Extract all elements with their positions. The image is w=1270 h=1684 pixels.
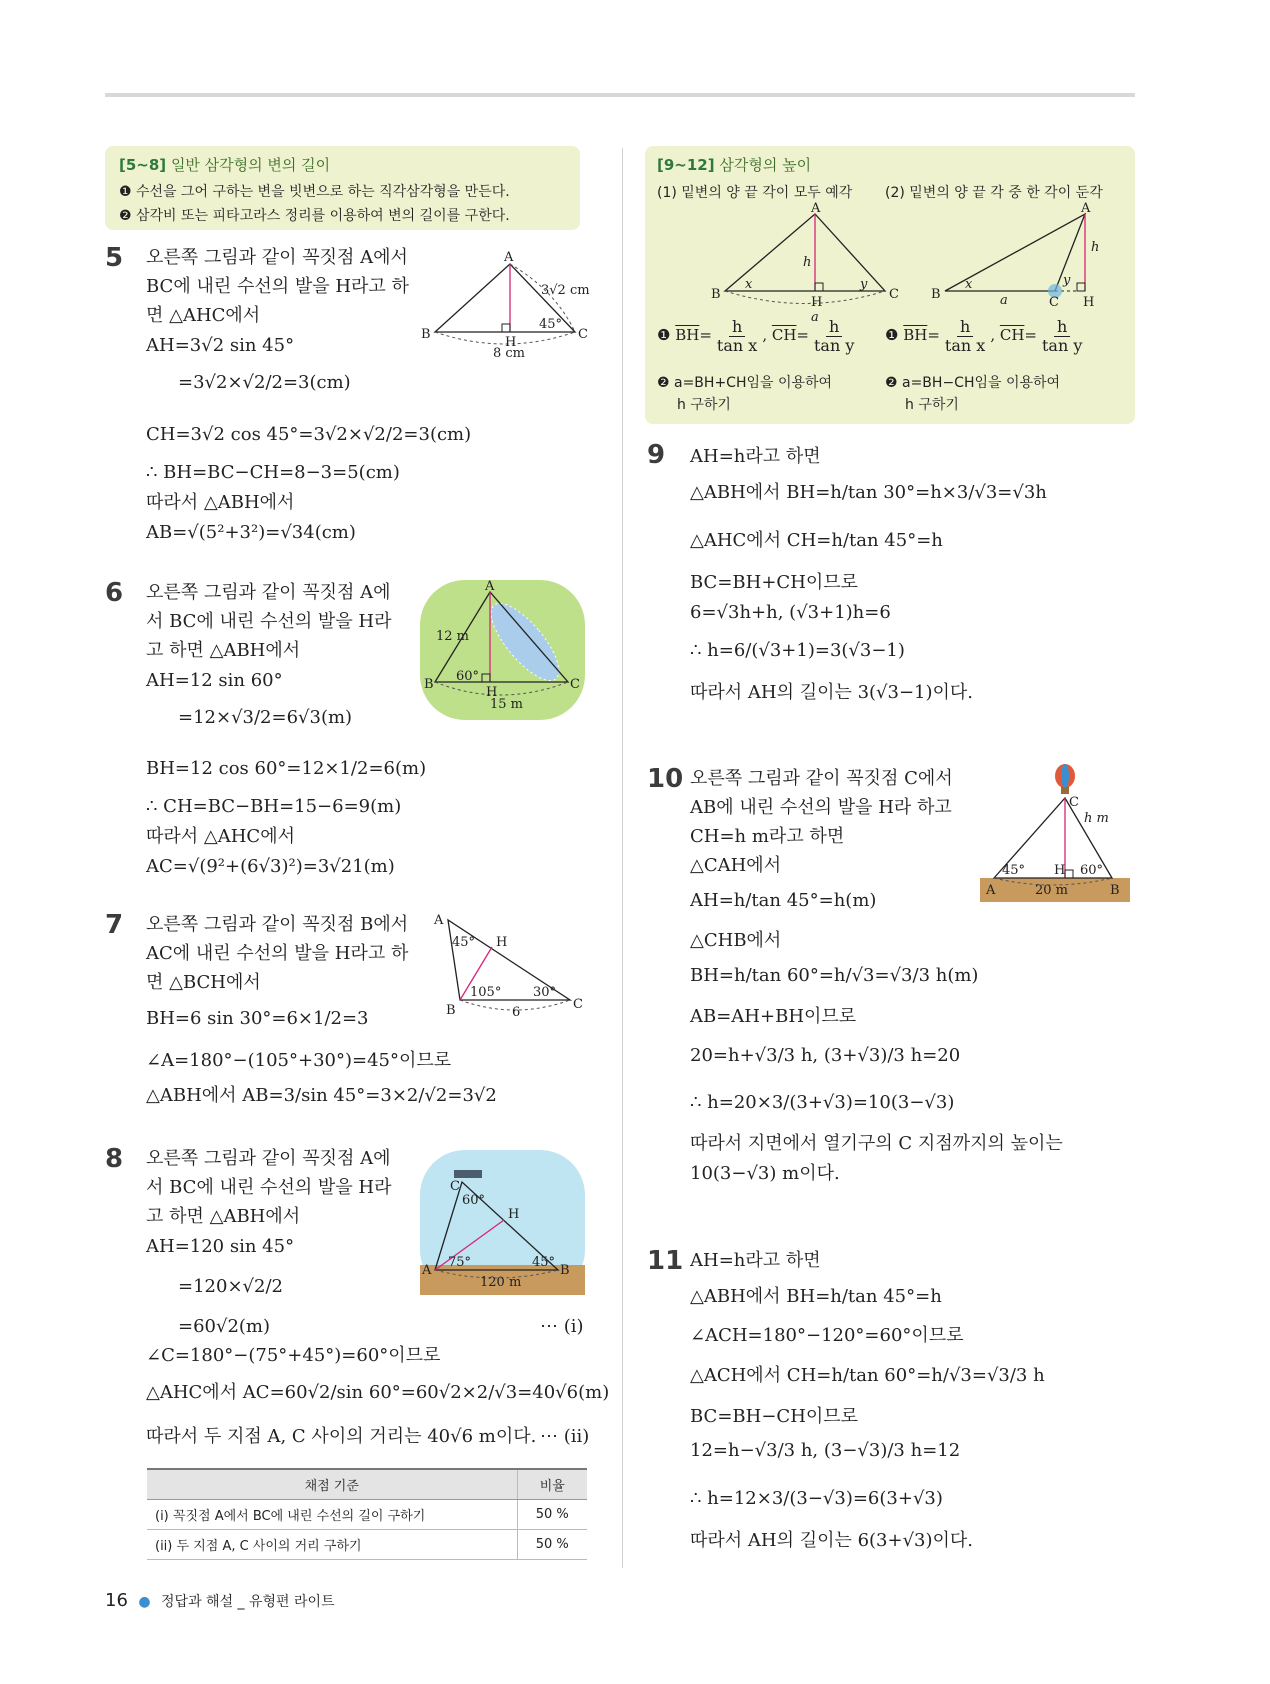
- svg-text:a: a: [1000, 293, 1008, 308]
- svg-text:y: y: [1063, 273, 1071, 288]
- p6-line-4: AH=12 sin 60°: [146, 670, 283, 691]
- footer-text: 정답과 해설 _ 유형편 라이트: [161, 1594, 335, 1610]
- case-2-step-1: ❶ $\overline{BH}=$ $\frac{h}{\text{tan x}}$ , $\overline{CH}=$ $\frac{h}{\text{tan y}}$: [885, 317, 1083, 355]
- obtuse-triangle-diagram: [925, 201, 1125, 316]
- p6-label-base: 15 m: [490, 697, 524, 712]
- p11-line-4: △ACH에서 CH=h/tan 60°=h/√3=√3/3 h: [690, 1365, 1045, 1386]
- p6-label-b: B: [424, 677, 434, 692]
- p10-line-2: AB에 내린 수선의 발을 H라 하고: [690, 797, 952, 818]
- p5-line-4: AH=3√2 sin 45°: [146, 335, 295, 356]
- page-footer: [105, 1590, 335, 1611]
- p8-label-c: C: [450, 1179, 460, 1194]
- p8-label-a3: 45°: [532, 1255, 556, 1270]
- svg-text:h: h: [1091, 240, 1100, 255]
- p11-line-3: ∠ACH=180°−120°=60°이므로: [690, 1325, 964, 1346]
- svg-text:A: A: [811, 201, 821, 216]
- problem-8-number: 8: [105, 1144, 124, 1174]
- p11-line-5: BC=BH−CH이므로: [690, 1406, 859, 1427]
- p5-label-c: C: [578, 327, 588, 342]
- p10-label-base: 20 m: [1035, 883, 1069, 898]
- p8-label-a1: 60°: [462, 1193, 486, 1208]
- p10-balloon-diagram: [980, 762, 1130, 902]
- p7-line-6: △ABH에서 AB=3/sin 45°=3×2/√2=3√2: [146, 1085, 497, 1106]
- p7-label-a: A: [434, 913, 444, 928]
- p5-line-6: CH=3√2 cos 45°=3√2×√2/2=3(cm): [146, 424, 472, 445]
- p6-field-diagram: [420, 580, 585, 720]
- p6-label-angle: 60°: [456, 669, 480, 684]
- scoring-table: [147, 1468, 587, 1560]
- svg-text:x: x: [965, 277, 973, 292]
- p5-line-9: AB=√(5²+3²)=√34(cm): [146, 522, 356, 543]
- p6-line-8: 따라서 △AHC에서: [146, 826, 295, 847]
- page-number: 16: [105, 1590, 128, 1611]
- problem-10-number: 10: [647, 764, 684, 794]
- p11-line-8: 따라서 AH의 길이는 6(3+√3)이다.: [690, 1530, 974, 1551]
- p7-label-a1: 45°: [452, 935, 476, 950]
- p9-line-1: AH=h라고 하면: [690, 446, 821, 467]
- p5-line-3: 면 △AHC에서: [146, 305, 261, 326]
- svg-text:B: B: [931, 287, 941, 302]
- summary-box-5-8: [105, 146, 580, 230]
- p8-line-4: AH=120 sin 45°: [146, 1236, 295, 1257]
- p10-line-5: AH=h/tan 45°=h(m): [690, 890, 877, 911]
- p6-line-3: 고 하면 △ABH에서: [146, 640, 301, 661]
- svg-text:A: A: [1081, 201, 1091, 216]
- case-2-label: (2) 밑변의 양 끝 각 중 한 각이 둔각: [885, 185, 1103, 201]
- p11-line-7: ∴ h=12×3/(3−√3)=6(3+√3): [690, 1488, 943, 1509]
- acute-triangle-diagram: [705, 201, 905, 325]
- column-divider: [622, 148, 623, 1568]
- svg-text:h: h: [803, 255, 812, 270]
- summary-box-9-12: [645, 146, 1135, 424]
- problem-7-number: 7: [105, 910, 124, 940]
- p10-label-a1: 45°: [1002, 863, 1026, 878]
- p5-label-b: B: [421, 327, 431, 342]
- p6-line-7: ∴ CH=BC−BH=15−6=9(m): [146, 796, 402, 817]
- p5-line-8: 따라서 △ABH에서: [146, 492, 295, 513]
- summary-title: [9~12] 삼각형의 높이: [657, 156, 812, 174]
- p8-line-5: =120×√2/2: [178, 1276, 283, 1297]
- p9-line-6: ∴ h=6/(√3+1)=3(√3−1): [690, 640, 905, 661]
- p5-label-a: A: [504, 250, 514, 265]
- p7-triangle-diagram: [430, 912, 600, 1022]
- p11-line-2: △ABH에서 BH=h/tan 45°=h: [690, 1286, 942, 1307]
- p6-line-6: BH=12 cos 60°=12×1/2=6(m): [146, 758, 427, 779]
- p8-line-9: 따라서 두 지점 A, C 사이의 거리는 40√6 m이다.: [146, 1426, 537, 1447]
- p10-label-h: h m: [1084, 811, 1109, 826]
- p10-line-8: AB=AH+BH이므로: [690, 1006, 857, 1027]
- problem-9-number: 9: [647, 440, 666, 470]
- p10-label-a2: 60°: [1080, 863, 1104, 878]
- p5-label-side: 3√2 cm: [541, 283, 590, 298]
- table-header-row: [147, 1469, 587, 1500]
- p8-label-a: A: [422, 1263, 432, 1278]
- p7-line-5: ∠A=180°−(105°+30°)=45°이므로: [146, 1050, 452, 1071]
- case-1-label: (1) 밑변의 양 끝 각이 모두 예각: [657, 185, 853, 201]
- svg-text:H: H: [811, 295, 823, 310]
- p7-label-h: H: [496, 935, 508, 950]
- p9-line-7: 따라서 AH의 길이는 3(√3−1)이다.: [690, 682, 974, 703]
- p7-label-a2: 105°: [470, 985, 502, 1000]
- p10-label-b: B: [1110, 883, 1120, 898]
- p7-label-c: C: [573, 997, 583, 1012]
- criteria-1: (i) 꼭짓점 A에서 BC에 내린 수선의 길이 구하기: [147, 1500, 517, 1530]
- p7-label-a3: 30°: [533, 985, 557, 1000]
- p6-line-2: 서 BC에 내린 수선의 발을 H라: [146, 611, 392, 632]
- problem-6-number: 6: [105, 578, 124, 608]
- p7-line-3: 면 △BCH에서: [146, 972, 261, 993]
- p8-sea-diagram: [420, 1150, 585, 1295]
- case-2-step-2b: h 구하기: [905, 397, 959, 413]
- p6-line-9: AC=√(9²+(6√3)²)=3√21(m): [146, 856, 395, 877]
- p8-label-a2: 75°: [448, 1255, 472, 1270]
- ratio-1: 50 %: [517, 1500, 587, 1530]
- p5-triangle-diagram: [415, 250, 595, 360]
- svg-text:C: C: [889, 287, 899, 302]
- p9-line-5: 6=√3h+h, (√3+1)h=6: [690, 602, 891, 623]
- p8-line-2: 서 BC에 내린 수선의 발을 H라: [146, 1177, 392, 1198]
- p8-line-7: ∠C=180°−(75°+45°)=60°이므로: [146, 1345, 441, 1366]
- p5-line-5: =3√2×√2/2=3(cm): [178, 372, 351, 393]
- problem-11-number: 11: [647, 1246, 684, 1276]
- p10-line-12: 10(3−√3) m이다.: [690, 1163, 840, 1184]
- case-2-step-2: ❷ a=BH−CH임을 이용하여: [885, 375, 1061, 391]
- p10-line-10: ∴ h=20×3/(3+√3)=10(3−√3): [690, 1092, 955, 1113]
- svg-text:C: C: [1049, 295, 1059, 310]
- p6-line-1: 오른쪽 그림과 같이 꼭짓점 A에: [146, 582, 391, 603]
- bullet-icon: ●: [138, 1594, 151, 1610]
- p5-line-1: 오른쪽 그림과 같이 꼭짓점 A에서: [146, 247, 408, 268]
- header-criteria: 채점 기준: [147, 1469, 517, 1500]
- p7-label-b: B: [446, 1003, 456, 1018]
- p8-tag-1: ⋯ (i): [540, 1316, 584, 1337]
- p7-line-2: AC에 내린 수선의 발을 H라고 하: [146, 943, 409, 964]
- p9-line-3: △AHC에서 CH=h/tan 45°=h: [690, 530, 943, 551]
- p8-label-base: 120 m: [480, 1275, 522, 1290]
- p8-tag-2: ⋯ (ii): [540, 1426, 590, 1447]
- svg-text:x: x: [745, 277, 753, 292]
- p10-line-3: CH=h m라고 하면: [690, 826, 845, 847]
- ratio-2: 50 %: [517, 1530, 587, 1560]
- svg-text:y: y: [860, 277, 868, 292]
- criteria-2: (ii) 두 지점 A, C 사이의 거리 구하기: [147, 1530, 517, 1560]
- p10-label-c: C: [1069, 795, 1079, 810]
- p8-line-3: 고 하면 △ABH에서: [146, 1206, 301, 1227]
- p7-label-base: 6: [512, 1005, 521, 1020]
- p5-line-2: BC에 내린 수선의 발을 H라고 하: [146, 276, 409, 297]
- top-rule: [105, 93, 1135, 97]
- case-1-step-1: ❶ $\overline{BH}=$ $\frac{h}{\text{tan x}}$ , $\overline{CH}=$ $\frac{h}{\text{tan y}}$: [657, 317, 855, 355]
- p6-line-5: =12×√3/2=6√3(m): [178, 707, 353, 728]
- p10-label-hpt: H: [1054, 863, 1066, 878]
- p6-label-a: A: [485, 579, 495, 594]
- summary-step-2: ❷ 삼각비 또는 피타고라스 정리를 이용하여 변의 길이를 구한다.: [119, 208, 510, 224]
- p5-label-base: 8 cm: [493, 346, 526, 361]
- p11-line-1: AH=h라고 하면: [690, 1250, 821, 1271]
- p9-line-4: BC=BH+CH이므로: [690, 572, 859, 593]
- p8-line-6: =60√2(m): [178, 1316, 271, 1337]
- p10-line-4: △CAH에서: [690, 855, 782, 876]
- svg-text:a: a: [811, 310, 819, 325]
- p5-label-h: H: [505, 335, 517, 350]
- table-row: [147, 1530, 587, 1560]
- p10-line-7: BH=h/tan 60°=h/√3=√3/3 h(m): [690, 965, 979, 986]
- p5-label-angle: 45°: [539, 317, 563, 332]
- header-ratio: 비율: [517, 1469, 587, 1500]
- p8-label-h: H: [508, 1207, 520, 1222]
- p10-label-a: A: [986, 883, 996, 898]
- p10-line-11: 따라서 지면에서 열기구의 C 지점까지의 높이는: [690, 1133, 1063, 1154]
- svg-text:H: H: [1083, 295, 1095, 310]
- summary-step-1: ❶ 수선을 그어 구하는 변을 빗변으로 하는 직각삼각형을 만든다.: [119, 184, 510, 200]
- svg-text:B: B: [711, 287, 721, 302]
- case-1-step-2b: h 구하기: [677, 397, 731, 413]
- p6-label-side: 12 m: [436, 629, 470, 644]
- problem-5-number: 5: [105, 243, 124, 273]
- p9-line-2: △ABH에서 BH=h/tan 30°=h×3/√3=√3h: [690, 482, 1047, 503]
- p7-line-4: BH=6 sin 30°=6×1/2=3: [146, 1008, 369, 1029]
- p8-label-b: B: [560, 1263, 570, 1278]
- p6-label-c: C: [570, 677, 580, 692]
- p8-line-8: △AHC에서 AC=60√2/sin 60°=60√2×2/√3=40√6(m): [146, 1382, 610, 1403]
- p7-line-1: 오른쪽 그림과 같이 꼭짓점 B에서: [146, 914, 409, 935]
- p10-line-1: 오른쪽 그림과 같이 꼭짓점 C에서: [690, 768, 953, 789]
- p5-line-7: ∴ BH=BC−CH=8−3=5(cm): [146, 462, 400, 483]
- p6-label-h: H: [486, 685, 498, 700]
- p8-line-1: 오른쪽 그림과 같이 꼭짓점 A에: [146, 1148, 391, 1169]
- summary-title: [5~8] 일반 삼각형의 변의 길이: [119, 156, 331, 174]
- p11-line-6: 12=h−√3/3 h, (3−√3)/3 h=12: [690, 1440, 961, 1461]
- case-1-step-2: ❷ a=BH+CH임을 이용하여: [657, 375, 833, 391]
- p10-line-9: 20=h+√3/3 h, (3+√3)/3 h=20: [690, 1045, 961, 1066]
- table-row: [147, 1500, 587, 1530]
- p10-line-6: △CHB에서: [690, 930, 782, 951]
